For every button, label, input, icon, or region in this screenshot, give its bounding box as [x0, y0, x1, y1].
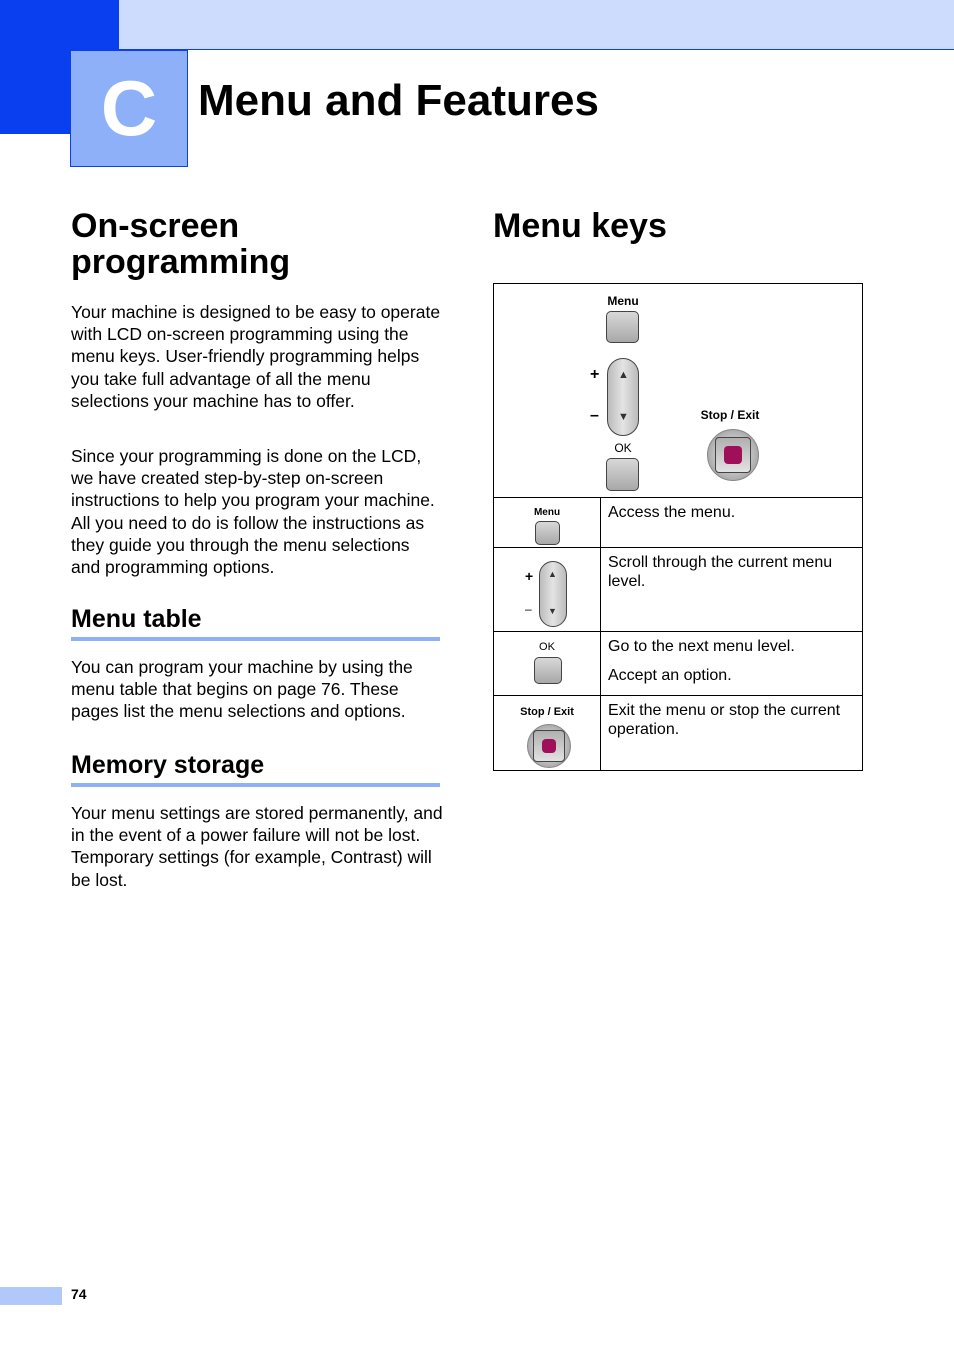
row-plus-sign: + [525, 568, 534, 584]
page-number: 74 [71, 1286, 87, 1302]
minus-sign: – [590, 407, 599, 424]
panel-ok-key [606, 458, 639, 491]
table-row [494, 498, 863, 548]
panel-stop-exit-key [707, 429, 759, 481]
section-heading-menu-keys: Menu keys [493, 207, 667, 245]
panel-menu-label: Menu [607, 294, 639, 308]
stop-icon [542, 739, 556, 753]
stop-key-icon-cell [494, 696, 601, 771]
subheading-memory-storage: Memory storage [71, 750, 440, 787]
row-desc-text: Go to the next menu level. [608, 638, 795, 655]
row-desc-text: Scroll through the current menu level. [608, 554, 833, 590]
row-desc-text: Accept an option. [608, 667, 732, 684]
row-ok-key [534, 657, 562, 684]
row-scroll-rocker [539, 561, 567, 627]
plus-sign: + [590, 366, 600, 383]
panel-ok-label: OK [614, 441, 632, 455]
row-minus-sign: – [525, 602, 532, 616]
ok-key-description [601, 632, 863, 696]
stop-key-description [601, 696, 863, 771]
menu-table-paragraph: You can program your machine by using the menu table that begins on page 76. These pages list the menu selections and options. [71, 657, 413, 722]
row-ok-label: OK [539, 641, 555, 653]
stop-icon [724, 446, 742, 464]
down-arrow-icon: ▼ [548, 606, 557, 616]
table-row [494, 696, 863, 771]
row-stop-exit-key [527, 724, 571, 768]
menu-key-icon-cell [494, 498, 601, 548]
footer-bar [0, 1287, 62, 1305]
subheading-menu-table: Menu table [71, 604, 440, 641]
intro-paragraph-1: Your machine is designed to be easy to operate with LCD on-screen programming using the menu keys. User-friendly programming helps you take full advantage of all the menu selections your machine has to offer. [71, 302, 441, 411]
header-light-band [119, 0, 954, 50]
row-menu-key [535, 521, 560, 545]
memory-storage-paragraph: Your menu settings are stored permanently, and in the event of a power failure will not be lost. Temporary settings (for example, Contrast) will be lost. [71, 803, 443, 890]
intro-paragraph-2: Since your programming is done on the LCD, we have created step-by-step on-screen instructions to help you program your machine. All you need to do is follow the instructions as they guide you through the menu selections and programming options. [71, 446, 435, 578]
table-row [494, 632, 863, 696]
control-panel-cell [494, 284, 863, 498]
up-arrow-icon: ▲ [618, 369, 629, 381]
section-heading-on-screen-programming: On-screen programming [71, 207, 291, 281]
up-arrow-icon: ▲ [548, 569, 557, 579]
panel-stop-exit-label: Stop / Exit [700, 408, 760, 422]
down-arrow-icon: ▼ [618, 411, 629, 423]
panel-menu-key [606, 311, 639, 343]
ok-key-icon-cell [494, 632, 601, 696]
menu-keys-table [493, 283, 863, 771]
panel-scroll-rocker [607, 358, 639, 436]
row-menu-label: Menu [533, 507, 561, 518]
chapter-letter-box: C [70, 50, 188, 167]
chapter-title: Menu and Features [198, 76, 599, 125]
scroll-key-icon-cell [494, 548, 601, 632]
menu-key-description [601, 498, 863, 548]
scroll-key-description [601, 548, 863, 632]
row-desc-text: Access the menu. [608, 504, 736, 521]
table-row [494, 548, 863, 632]
row-desc-text: Exit the menu or stop the current operation. [608, 702, 841, 738]
row-stop-exit-label: Stop / Exit [520, 706, 574, 718]
